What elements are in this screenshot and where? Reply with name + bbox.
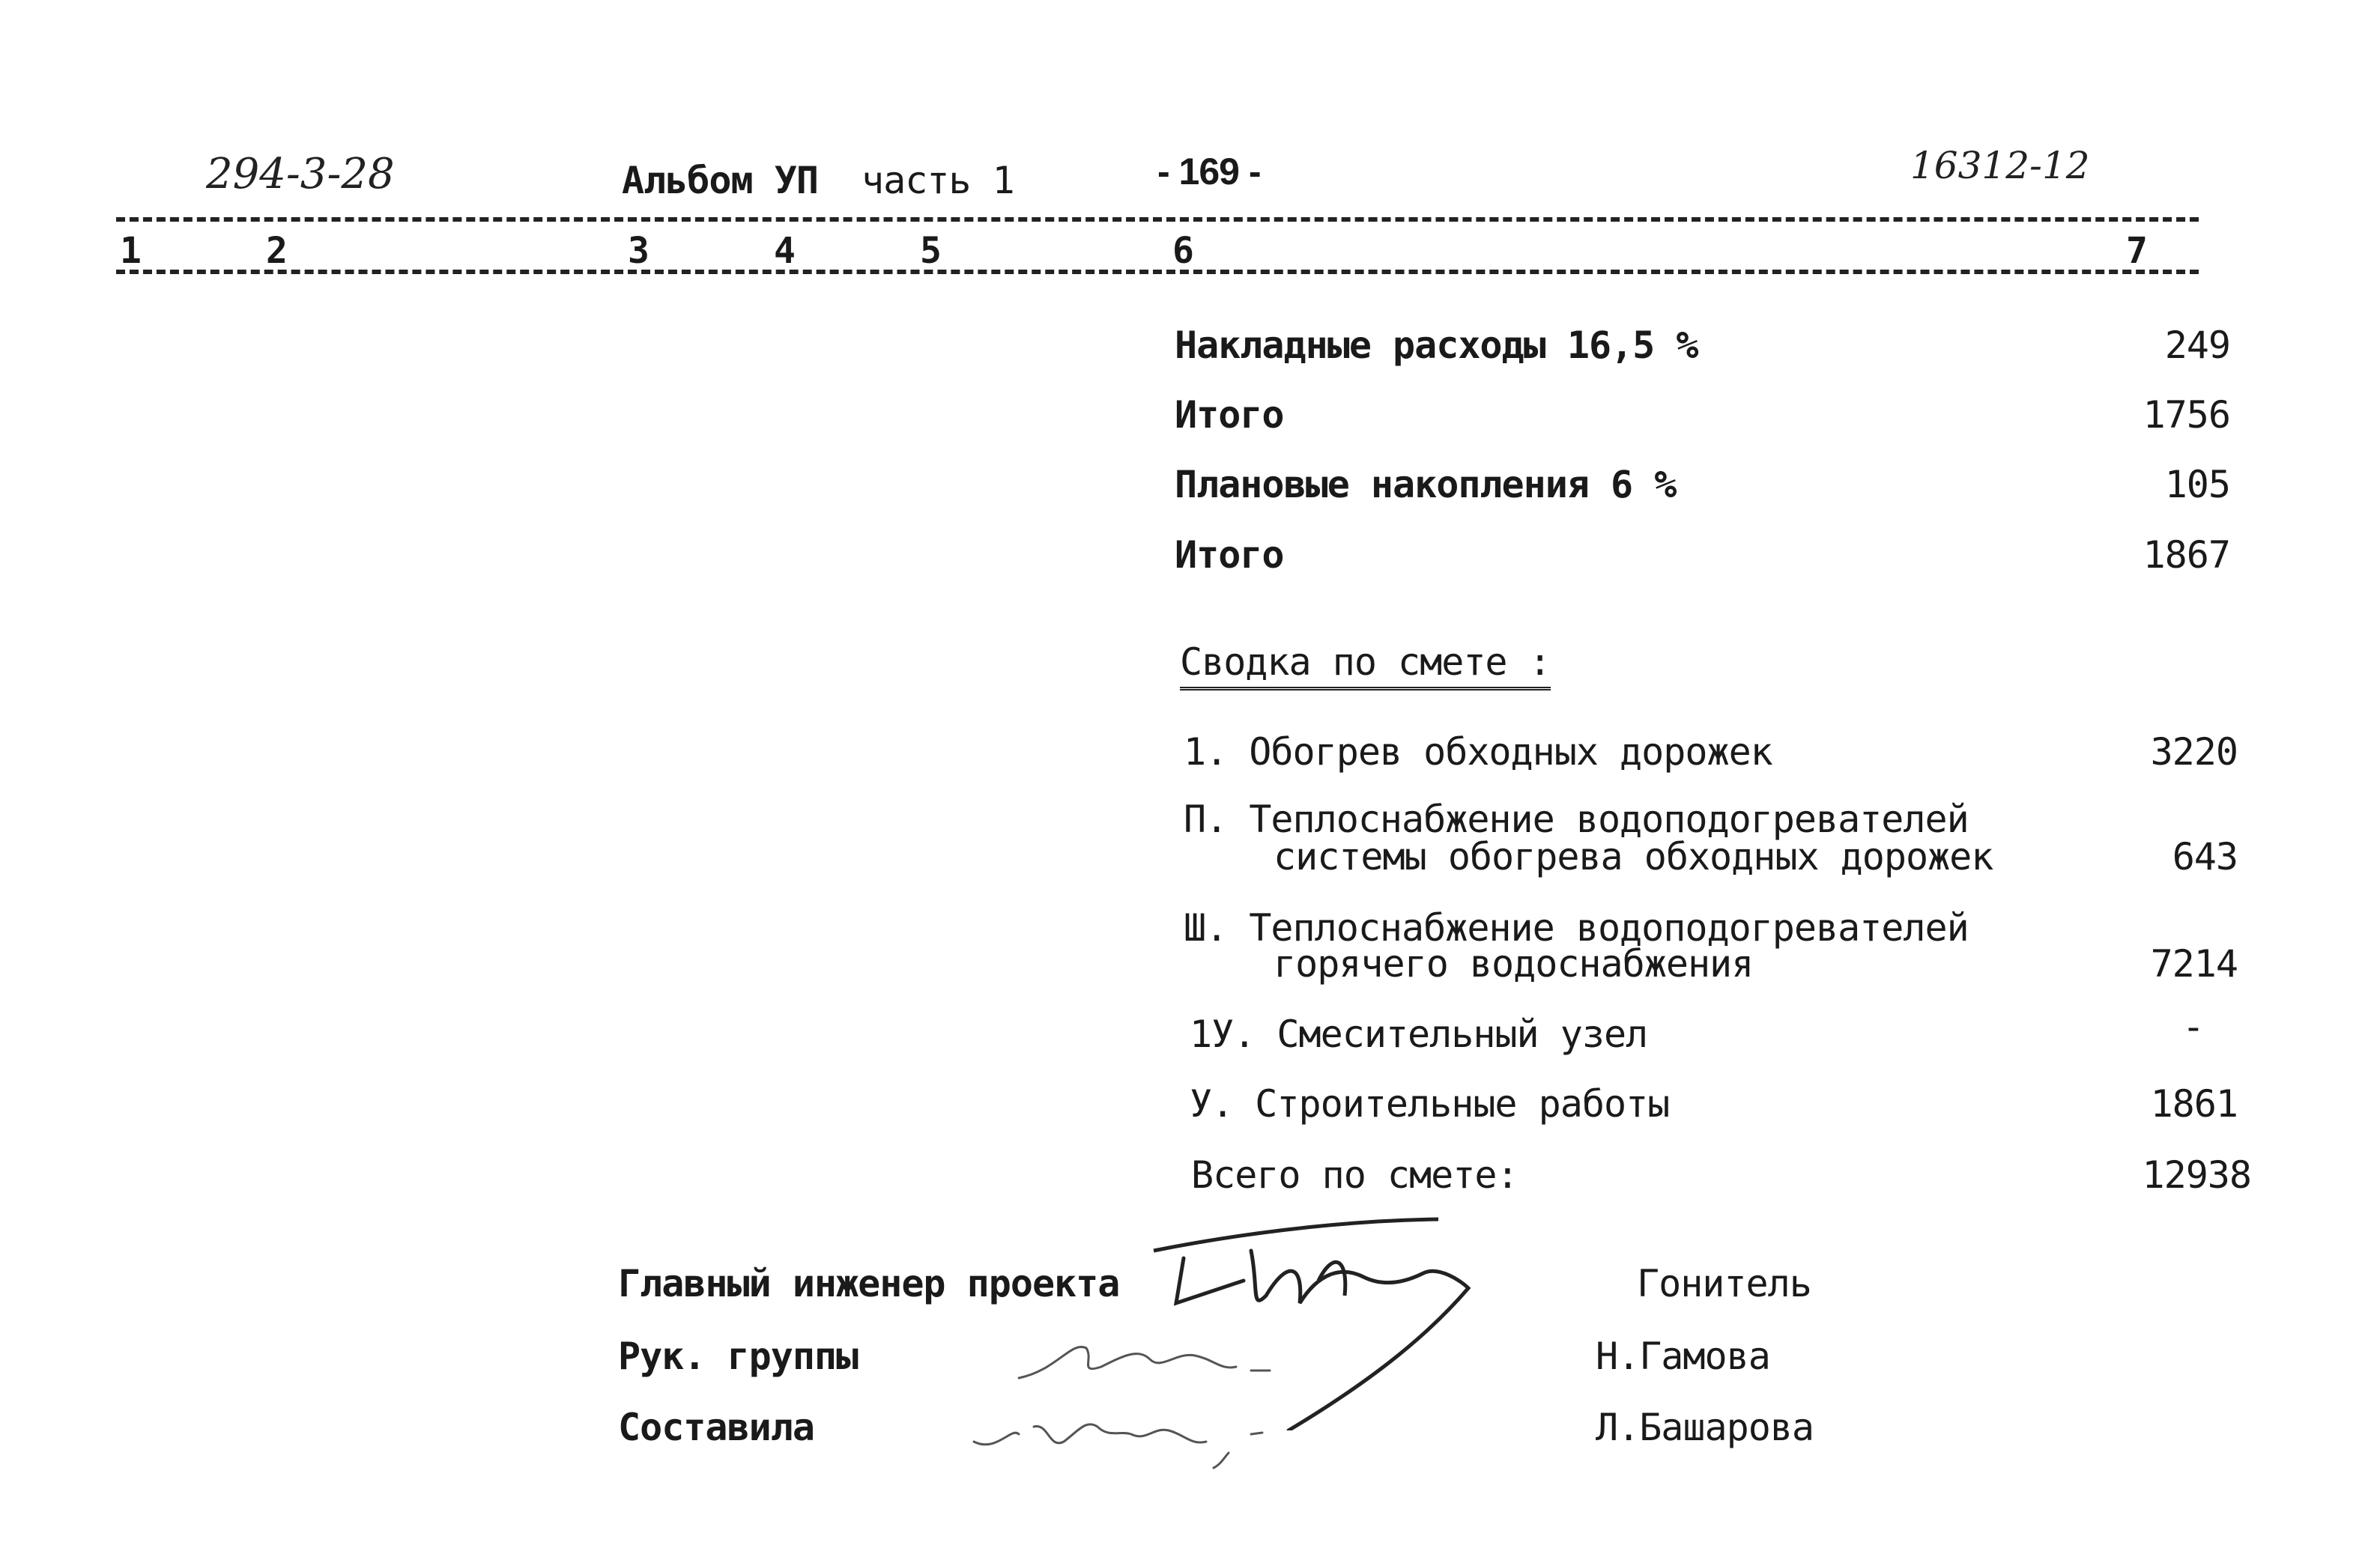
header-rule-bottom: [116, 270, 2199, 274]
cost-line-value: 1756: [2143, 393, 2230, 437]
summary-item-label: Ш. Теплоснабжение водоподогревателей: [1184, 906, 1969, 950]
summary-total-label: Всего по смете:: [1191, 1153, 1518, 1197]
page-number: - 169 -: [1157, 151, 1261, 192]
signature-role: Рук. группы: [618, 1335, 859, 1378]
summary-item-label: 1У. Смесительный узел: [1190, 1013, 1648, 1056]
summary-total-value: 12938: [2142, 1153, 2251, 1197]
header-rule-top: [116, 217, 2199, 222]
signature-role: Главный инженер проекта: [618, 1262, 1120, 1305]
summary-title: Сводка по смете :: [1180, 640, 1551, 691]
inventory-number: 16312-12: [1910, 144, 2090, 187]
summary-item-label-continued: горячего водоснабжения: [1274, 942, 1754, 986]
group-leader-signature: [1011, 1326, 1296, 1393]
summary-item-label: П. Теплоснабжение водоподогревателей: [1184, 798, 1969, 841]
cost-line-label: Накладные расходы 16,5 %: [1175, 324, 1698, 367]
column-number: 2: [266, 230, 288, 272]
signatory-name: Л.Башарова: [1596, 1406, 1814, 1449]
column-number: 6: [1172, 230, 1194, 272]
signature-role: Составила: [618, 1406, 814, 1449]
album-label: Альбом УП: [622, 159, 818, 202]
summary-item-value: -: [2181, 1005, 2204, 1048]
signatory-name: Н.Гамова: [1596, 1335, 1770, 1378]
part-label: часть 1: [862, 159, 1014, 202]
cost-line-label: Итого: [1175, 533, 1284, 577]
column-number: 4: [774, 230, 796, 272]
column-number: 5: [920, 230, 942, 272]
summary-item-label: 1. Обогрев обходных дорожек: [1184, 730, 1772, 774]
column-number: 7: [2126, 230, 2148, 272]
compiler-signature: [966, 1397, 1296, 1479]
doc-code: 294-3-28: [206, 150, 395, 198]
summary-item-value: 7214: [2150, 942, 2238, 986]
column-number: 3: [628, 230, 649, 272]
summary-item-value: 643: [2172, 835, 2238, 878]
summary-item-label-continued: системы обогрева обходных дорожек: [1274, 835, 1993, 878]
summary-item-value: 3220: [2150, 730, 2238, 774]
summary-item-label: У. Строительные работы: [1190, 1082, 1670, 1126]
cost-line-value: 1867: [2143, 533, 2230, 577]
summary-item-value: 1861: [2150, 1082, 2238, 1126]
cost-line-label: Плановые накопления 6 %: [1175, 463, 1677, 506]
cost-line-value: 105: [2164, 463, 2230, 506]
signatory-name: Гонитель: [1637, 1262, 1811, 1305]
column-number: 1: [120, 230, 142, 272]
cost-line-value: 249: [2164, 324, 2230, 367]
cost-line-label: Итого: [1175, 393, 1284, 437]
